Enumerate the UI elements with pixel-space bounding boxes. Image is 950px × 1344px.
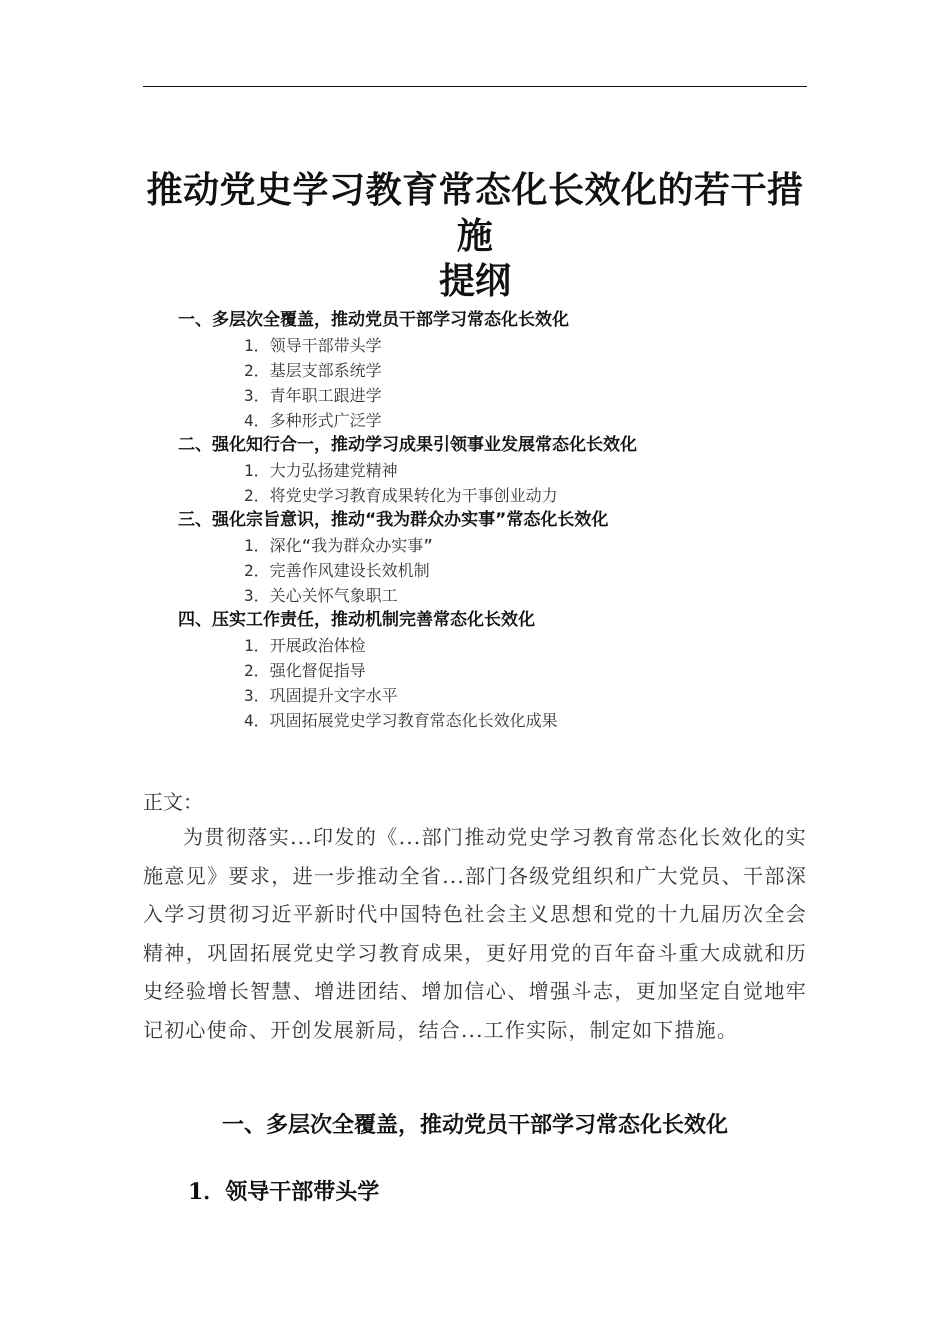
outline-item: 2．基层支部系统学 — [244, 361, 382, 380]
outline-heading: 一、多层次全覆盖，推动党员干部学习常态化长效化 — [178, 310, 569, 330]
header-rule — [143, 86, 807, 87]
outline-item: 1．深化“我为群众办实事” — [244, 536, 433, 555]
outline-item: 1．开展政治体检 — [244, 636, 366, 655]
outline-heading: 四、压实工作责任，推动机制完善常态化长效化 — [178, 610, 535, 630]
outline-item: 1．大力弘扬建党精神 — [244, 461, 398, 480]
outline-item: 2．强化督促指导 — [244, 661, 366, 680]
outline-list — [178, 308, 798, 733]
document-title: 推动党史学习教育常态化长效化的若干措施 — [146, 170, 804, 257]
outline-item: 3．关心关怀气象职工 — [244, 586, 398, 605]
outline-title: 提纲 — [438, 261, 511, 302]
body-paragraph: 为贯彻落实...印发的《...部门推动党史学习教育常态化长效化的实施意见》要求，进一步推动全省...部门各级党组织和广大党员、干部深入学习贯彻习近平新时代中国特色社会主义思想和党的十九届历次全会精神，巩固拓展党史学习教育成果，更好用党的百年奋斗重大成就和历史经验增长智慧、增进团结、增加信心、增强斗志，更加坚定自觉地牢记初心使命、开创发展新局，结合...工作实际，制定如下措施。 — [143, 825, 807, 1042]
outline-heading: 三、强化宗旨意识，推动“我为群众办实事”常态化长效化 — [178, 510, 609, 530]
body-label: 正文： — [143, 790, 203, 814]
outline-item: 3．巩固提升文字水平 — [244, 686, 398, 705]
outline-item: 2．完善作风建设长效机制 — [244, 561, 430, 580]
outline-item: 3．青年职工跟进学 — [244, 386, 382, 405]
subsection-heading: 1．领导干部带头学 — [188, 1179, 380, 1205]
outline-item: 2．将党史学习教育成果转化为干事创业动力 — [244, 486, 558, 505]
outline-item: 1．领导干部带头学 — [244, 336, 382, 355]
outline-item: 4．巩固拓展党史学习教育常态化长效化成果 — [244, 711, 558, 730]
section-heading: 一、多层次全覆盖，推动党员干部学习常态化长效化 — [221, 1113, 728, 1138]
outline-item: 4．多种形式广泛学 — [244, 411, 382, 430]
outline-heading: 二、强化知行合一，推动学习成果引领事业发展常态化长效化 — [178, 435, 637, 455]
